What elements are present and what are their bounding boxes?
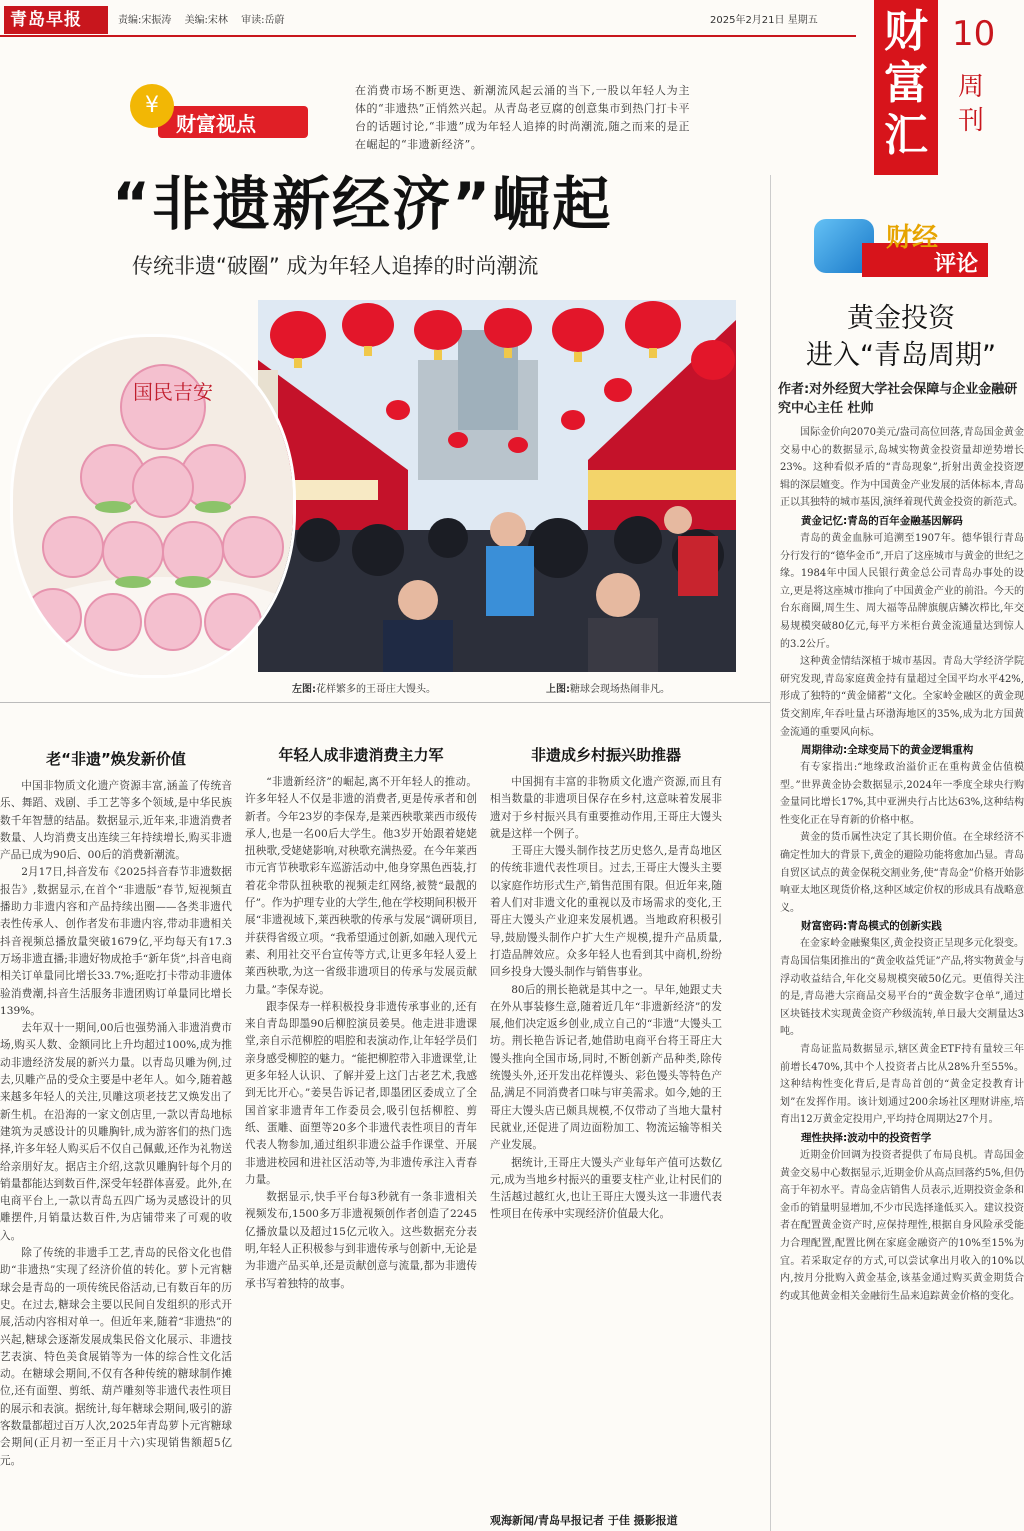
paragraph: 跟李保寿一样积极投身非遗传承事业的,还有来自青岛即墨90后柳腔演员姜昊。他走进非遗课堂,亲自示范柳腔的唱腔和表演动作,让年轻学员们亲身感受柳腔的魅力。“能把柳腔带入非遗课堂,让更多年轻人认识、了解并爱上这门古老艺术,我感到无比开心。”姜昊告诉记者,即墨团区委成立了全国首家非遗青年工作委员会,吸引包括柳腔、剪纸、蛋雕、面塑等20多个非遗代表性项目的青年代表人物参加,通过组织非遗公益手作课堂、开展非遗进校园和进社区活动等,为非遗传承注入青春力量。 <box>245 1000 477 1186</box>
gold-title-line-2: 进入“青岛周期” <box>806 340 996 371</box>
article-column-2 <box>245 736 477 1526</box>
section-heading: 非遗成乡村振兴助推器 <box>530 746 681 764</box>
gold-author: 作者:对外经贸大学社会保障与企业金融研究中心主任 杜帅 <box>778 382 1018 416</box>
weekly-label: 周刊 <box>958 72 985 136</box>
paragraph: 据统计,王哥庄大馒头产业每年产值可达数亿元,成为当地乡村振兴的重要支柱产业,让村民们的生活越过越红火,也让王哥庄大馒头这一非遗代表性项目在传承中实现经济价值最大化。 <box>490 1156 722 1221</box>
column-divider <box>770 175 771 1531</box>
caption-right-label: 上图: <box>546 684 570 695</box>
caption-right <box>546 680 670 695</box>
proof-credit: 审读:岳蔚 <box>241 15 285 26</box>
subheading: 黄金记忆:青岛的百年金融基因解码 <box>801 514 963 527</box>
steamed-buns-illustration <box>13 337 296 678</box>
photo-festival-crowd[interactable] <box>258 300 736 672</box>
paragraph: 2月17日,抖音发布《2025抖音春节非遗数据报告》,数据显示,在首个“非遗版”春节,短视频直播助力非遗内容和产品持续出圈——各类非遗代表性传承人、创作者发布非遗内容,带动非遗相关抖音视频总播放量突破1679亿,平均每天有17.3万场非遗直播;非遗好物成抢手“新年货”,抖音电商相关订单量同比增长33.7%;逛吃打卡带动非遗体验消费潮,抖音生活服务非遗团购订单量同比增长139%。 <box>0 866 232 1017</box>
paragraph: 除了传统的非遗手工艺,青岛的民俗文化也借助“非遗热”实现了经济价值的转化。萝卜元宵糖球会是青岛的一项传统民俗活动,已有数百年的历史。在过去,糖球会主要以民间自发组织的形式开展,活动内容相对单一。但近年来,随着“非遗热”的兴起,糖球会逐渐发展成集民俗文化展示、非遗技艺表演、特色美食展销等为一体的综合性文化活动。在糖球会期间,不仅有各种传统的糖球制作摊位,还有面塑、剪纸、葫芦雕刻等非遗代表性项目的展示和表演。据统计,每年糖球会期间,吸引的游客数量都超过百万人次,2025年青岛萝卜元宵糖球会期间(正月初一至正月十六)实现销售额超5亿元。 <box>0 1247 232 1467</box>
paragraph: 这种黄金情结深植于城市基因。青岛大学经济学院研究发现,青岛家庭黄金持有量超过全国平均水平42%,形成了独特的“黄金储蓄”文化。全家岭金融区的黄金现货交割库,年吞吐量占环渤海地区的35%,成为北方国黄金流通的重要风向标。 <box>780 656 1024 738</box>
bun-text: 国民吉安 <box>133 380 213 404</box>
caption-right-text: 糖球会现场热闹非凡。 <box>570 684 670 695</box>
caption-left-text: 花样繁多的王哥庄大馒头。 <box>316 684 436 695</box>
paragraph: 在金家岭金融聚集区,黄金投资正呈现多元化裂变。青岛国信集团推出的“黄金收益凭证”产品,将实物黄金与浮动收益结合,年化交易规模突破50亿元。更值得关注的是,青岛港大宗商品交易平台的“黄金数字仓单”,通过区块链技术实现黄金资产秒级流转,单日最大交割量达3吨。 <box>780 938 1024 1038</box>
festival-crowd-illustration <box>258 300 736 672</box>
paragraph: 国际金价向2070美元/盎司高位回落,青岛国金黄金交易中心的数据显示,岛城实物黄金投资量却逆势增长23%。这种看似矛盾的“青岛现象”,折射出黄金投资逻辑的深层嬗变。作为中国黄金产业发展的活体标本,青岛正以其独特的城市基因,演绎着现代黄金投资的新范式。 <box>780 427 1024 509</box>
page-number: 10 <box>952 14 996 54</box>
gold-title-line-1: 黄金投资 <box>847 303 955 334</box>
section-heading: 年轻人成非遗消费主力军 <box>278 746 444 764</box>
divider <box>0 702 770 703</box>
comment-badge-subtitle: 评论 <box>934 252 979 277</box>
paragraph: 有专家指出:“地缘政治溢价正在重构黄金估值模型。”世界黄金协会数据显示,2024年一季度全球央行购金量同比增长17%,其中亚洲央行占比达63%,这种结构性变化正在导育新的价格中枢。 <box>780 762 1024 826</box>
photo-steamed-buns[interactable] <box>10 334 296 678</box>
editor-credit: 责编:宋振涛 <box>118 15 172 26</box>
paragraph: 中国拥有丰富的非物质文化遗产资源,而且有相当数量的非遗项目保存在乡村,这意味着发展非遗对于乡村振兴具有重要推动作用,王哥庄大馒头就是这样一个例子。 <box>490 776 722 840</box>
issue-date: 2025年2月21日 星期五 <box>710 15 818 26</box>
byline: 观海新闻/青岛早报记者 于佳 摄影报道 <box>490 1514 678 1527</box>
subheading: 理性抉择:波动中的投资哲学 <box>801 1131 932 1144</box>
gold-article-body <box>780 424 1024 1305</box>
intro-paragraph: 在消费市场不断更迭、新潮流风起云涌的当下,一股以年轻人为主体的“非遗热”正悄然兴起。从青岛老豆腐的创意集市到热门打卡平台的话题讨论,“非遗”成为年轻人追捧的时尚潮流,随之而来的是正在崛起的“非遗新经济”。 <box>355 84 690 151</box>
credits <box>118 11 295 26</box>
paragraph: “非遗新经济”的崛起,离不开年轻人的推动。许多年轻人不仅是非遗的消费者,更是传承者和创新者。今年23岁的李保寿,是莱西秧歌莱西市级传承人,也是一名00后大学生。他3岁开始跟着姥姥扭秧歌,受姥姥影响,对秧歌充满热爱。在今年莱西市元宵节秧歌彩车巡游活动中,他身穿黑色西装,打着花伞带队扭秧歌的视频走红网络,被赞“最靓的仔”。作为护理专业的大学生,他在学校期间积极开展“非遗视域下,莱西秧歌的传承与发展”调研项目,并获得省级立项。“我希望通过创新,如融入现代元素、利用社交平台宣传等方式,让更多年轻人爱上莱西秧歌,为这一省级非遗项目的传承与发展贡献力量。”李保寿说。 <box>245 776 477 996</box>
article-column-3 <box>490 736 722 1526</box>
paragraph: 近期金价回调为投资者提供了布局良机。青岛国金黄金交易中心数据显示,近期金价从高点回落约5%,但仍高于年初水平。青岛金店销售人员表示,近期投资金条和金币的销量明显增加,不少市民选择逢低买入。建议投资者在配置黄金资产时,应保持理性,根据自身风险承受能力合理配置,配置比例在家庭金融资产的10%至15%为宜。若采取定存的方式,可以尝试拿出月收入的10%以内,按月分批购入黄金基金,该基金通过购买黄金期货合约或其他黄金相关金融衍生品来追踪黄金价格的变化。 <box>780 1149 1024 1302</box>
article-column-1 <box>0 740 232 1530</box>
caption-left <box>292 680 436 695</box>
paragraph: 去年双十一期间,00后也强势涌入非遗消费市场,购买人数、金额同比上升均超过100%,成为推动非遗经济发展的新兴力量。以青岛贝雕为例,过去,贝雕产品的受众主要是中老年人。如今,随着越来越多年轻人的关注,贝雕这项老技艺又焕发出了新生机。在沿海的一家文创店里,一款以青岛地标建筑为灵感设计的贝雕胸针,成为游客们的热门选择,许多年轻人购买后不仅自己佩戴,还作为礼物送给亲朋好友。据店主介绍,这款贝雕胸针每个月的销量都能达到数百件,深受年轻群体喜爱。此外,在电商平台上,一款以青岛五四广场为灵感设计的贝雕摆件,月销量达数百件,为店铺带来了可观的收入。 <box>0 1022 232 1242</box>
paragraph: 黄金的货币属性决定了其长期价值。在全球经济不确定性加大的背景下,黄金的避险功能将愈加凸显。青岛自贸区试点的黄金保税交割业务,使“青岛金”价格开始影响亚太地区现货价格,这种区域定价权的形成具有战略意义。 <box>780 832 1024 914</box>
caption-left-label: 左图: <box>292 684 316 695</box>
subheading: 周期律动:全球变局下的黄金逻辑重构 <box>801 744 974 757</box>
paragraph: 青岛的黄金血脉可追溯至1907年。德华银行青岛分行发行的“德华金币”,开启了这座城市与黄金的世纪之缘。1984年中国人民银行黄金总公司青岛办事处的设立,更是将这座城市推向了中国黄金产业的前沿。今天的台东商圈,周生生、周大福等品牌旗舰店鳞次栉比,年交易规模突破80亿元,每平方米柜台黄金流通量达到惊人的3.2公斤。 <box>780 532 1024 650</box>
coin-icon: ¥ <box>130 84 174 128</box>
masthead-title: 财富汇 <box>884 6 928 161</box>
section-heading: 老“非遗”焕发新价值 <box>46 750 186 768</box>
designer-credit: 美编:宋林 <box>184 15 228 26</box>
paragraph: 中国非物质文化遗产资源丰富,涵盖了传统音乐、舞蹈、戏剧、手工艺等多个领域,是中华民族数千年智慧的结晶。数据显示,近年来,非遗消费者数量、人均消费支出连续三年持续增长,购买非遗产品已成为90后、00后的消费新潮流。 <box>0 780 232 862</box>
badge-label: 财富视点 <box>176 112 256 136</box>
gold-article-title[interactable] <box>778 300 1024 374</box>
paragraph: 青岛证监局数据显示,辖区黄金ETF持有量较三年前增长470%,其中个人投资者占比从28%升至55%。这种结构性变化背后,是青岛首创的“黄金定投教育计划”在发挥作用。该计划通过200余场社区理财讲座,培育出12万黄金定投用户,平均持仓周期达27个月。 <box>780 1044 1024 1126</box>
subheading: 财富密码:青岛模式的创新实践 <box>801 920 942 933</box>
comment-badge <box>814 213 994 283</box>
paragraph: 王哥庄大馒头制作技艺历史悠久,是青岛地区的传统非遗代表性项目。过去,王哥庄大馒头主要以家庭作坊形式生产,销售范围有限。但近年来,随着人们对非遗文化的重视以及市场需求的变化,王哥庄大馒头产业迎来发展机遇。当地政府积极引导,鼓励馒头制作户扩大生产规模,提升产品质量,打造品牌效应。众多年轻人也看到其中商机,纷纷回乡投身大馒头制作与销售事业。 <box>490 845 722 979</box>
headline[interactable]: “非遗新经济”崛起 <box>112 170 613 238</box>
comment-badge-title: 财经 <box>886 223 939 253</box>
newspaper-logo[interactable]: 青岛早报 <box>4 6 108 34</box>
paragraph: 80后的荆长艳就是其中之一。早年,她跟丈夫在外从事装修生意,随着近几年“非遗新经济”的发展,他们决定返乡创业,成立自己的“非遗”大馒头工坊。荆长艳告诉记者,她借助电商平台将王哥庄大馒头推向全国市场,同时,不断创新产品种类,除传统馒头外,还开发出花样馒头、彩色馒头等特色产品,满足不同消费者口味与审美需求。如今,她的王哥庄大馒头店已颇具规模,不仅带动了当地大量村民就业,还促进了周边面粉加工、物流运输等相关产业发展。 <box>490 983 722 1152</box>
top-rule <box>0 35 856 37</box>
paragraph: 数据显示,快手平台每3秒就有一条非遗相关视频发布,1500多万非遗视频创作者创造了2245亿播放量以及超过15亿元收入。这些数据充分表明,年轻人正积极参与到非遗传承与创新中,无论是为非遗产品买单,还是贡献创意与流量,都为非遗传承书写着独特的故事。 <box>245 1191 477 1290</box>
top-bar <box>0 0 850 36</box>
section-badge <box>128 84 308 144</box>
section-masthead <box>860 0 1024 175</box>
subheadline: 传统非遗“破圈” 成为年轻人追捧的时尚潮流 <box>132 254 539 278</box>
